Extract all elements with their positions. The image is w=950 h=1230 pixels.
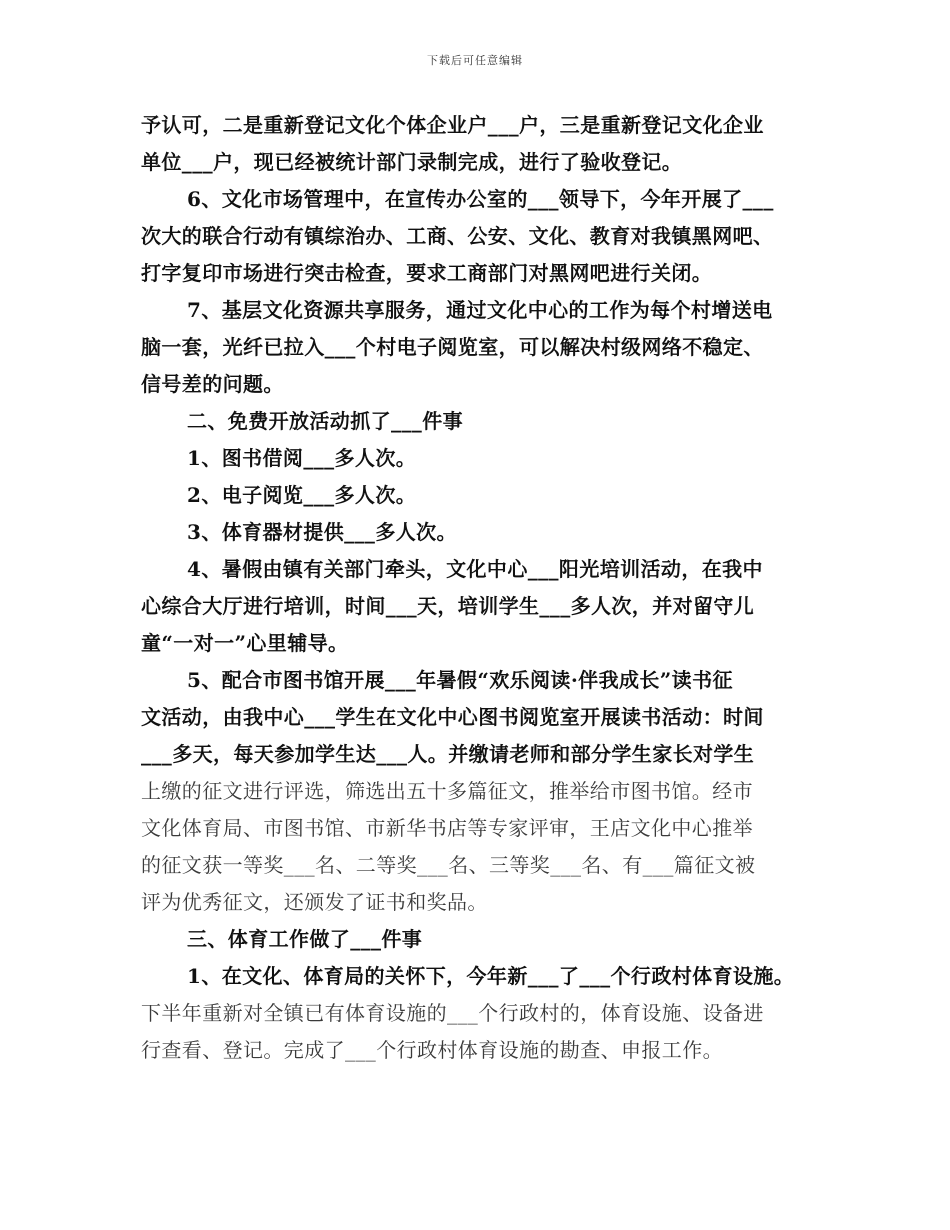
text-line: 评为优秀征文，还颁发了证书和奖品。 [141,890,488,914]
text-line: 予认可，二是重新登记文化个体企业户___户，三是重新登记文化企业 [141,113,764,137]
list-item: 2、电子阅览___多人次。 [187,483,417,507]
text-line: 童“一对一”心里辅导。 [141,631,349,655]
section-heading-3: 三、体育工作做了___件事 [187,927,423,951]
text-line: 脑一套，光纤已拉入___个村电子阅览室，可以解决村级网络不稳定、 [141,335,764,359]
list-item: 1、在文化、体育局的关怀下，今年新___了___个行政村体育设施。 [187,964,795,988]
list-item: 1、图书借阅___多人次。 [187,446,417,470]
paragraph-4-start: 4、暑假由镇有关部门牵头，文化中心___阳光培训活动，在我中 [187,557,763,581]
text-line: ___多天，每天参加学生达___人。并缴请老师和部分学生家长对学生 [141,742,755,766]
text-line: 信号差的问题。 [141,372,284,396]
text-line: 下半年重新对全镇已有体育设施的___个行政村的，体育设施、设备进 [141,1001,764,1025]
text-line: 打字复印市场进行突击检查，要求工商部门对黑网吧进行关闭。 [141,261,713,285]
text-line: 心综合大厅进行培训，时间___天，培训学生___多人次，并对留守儿 [141,594,755,618]
text-line: 文化体育局、市图书馆、市新华书店等专家评审，王店文化中心推举 [141,816,753,840]
text-line: 的征文获一等奖___名、二等奖___名、三等奖___名、有___篇征文被 [141,853,756,877]
text-line: 单位___户，现已经被统计部门录制完成，进行了验收登记。 [141,150,683,174]
list-item: 3、体育器材提供___多人次。 [187,520,457,544]
text-line: 次大的联合行动有镇综治办、工商、公安、文化、教育对我镇黑网吧、 [141,224,774,248]
page-header: 下载后可任意编辑 [427,54,523,67]
section-heading-2: 二、免费开放活动抓了___件事 [187,409,463,433]
text-line: 文活动，由我中心___学生在文化中心图书阅览室开展读书活动：时间 [141,705,764,729]
text-line: 行查看、登记。完成了___个行政村体育设施的勘查、申报工作。 [141,1038,723,1062]
paragraph-5-start: 5、配合市图书馆开展___年暑假“欢乐阅读·伴我成长”读书征 [187,668,733,692]
document-body [141,107,831,1069]
text-line: 上缴的征文进行评选，筛选出五十多篇征文，推举给市图书馆。经市 [141,779,753,803]
paragraph-6-start: 6、文化市场管理中，在宣传办公室的___领导下，今年开展了___ [187,187,774,211]
paragraph-7-start: 7、基层文化资源共享服务，通过文化中心的工作为每个村增送电 [187,298,773,322]
